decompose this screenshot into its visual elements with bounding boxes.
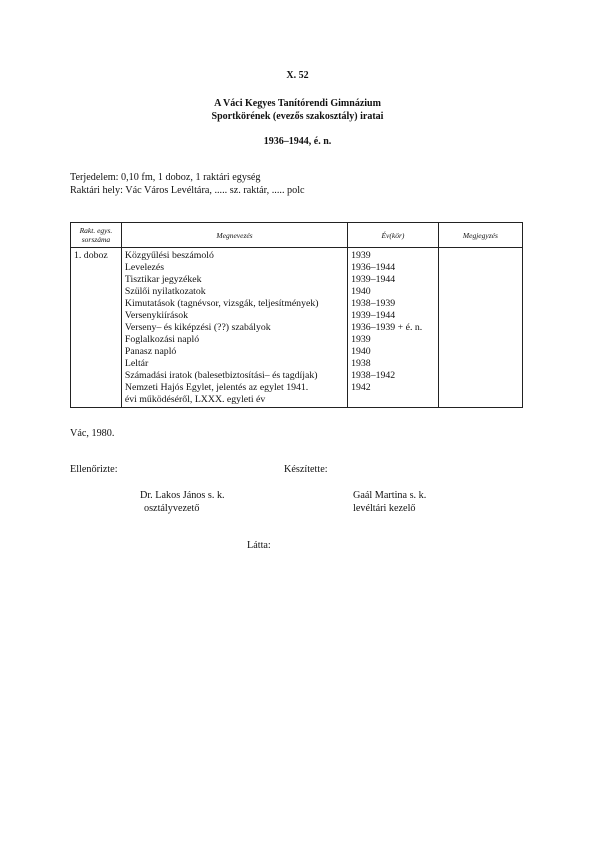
item-year: 1939–1944 [351,274,396,285]
item-title: Leltár [124,358,149,369]
item-year: 1940 [351,346,371,357]
item-title: Tisztikar jegyzékek [124,274,202,285]
preparer-name: Gaál Martina s. k. [353,490,427,501]
box-number: 1. doboz [74,250,108,261]
checker-title: osztályvezető [144,503,200,514]
item-title: Versenykiírások [124,310,189,321]
item-title: Verseny– és kiképzési (??) szabályok [124,322,271,333]
seen-by-label: Látta: [247,540,271,551]
item-title: Nemzeti Hajós Egylet, jelentés az egylet 1941. [124,382,309,393]
document-code: X. 52 [286,70,309,81]
years-cell [348,248,439,408]
item-title: évi működéséről, LXXX. egyleti év [124,394,266,405]
fonds-title-line2: Sportkörének (evezős szakosztály) iratai [211,111,384,122]
header-year: Év(kör) [348,223,439,248]
item-year: 1938 [351,358,371,369]
item-title: Közgyűlési beszámoló [124,250,214,261]
notes-cell [438,248,522,408]
box-number-cell [71,248,122,408]
storage-location: Raktári hely: Vác Város Levéltára, ..... sz. raktár, ..... polc [70,185,305,196]
extent-info: Terjedelem: 0,10 fm, 1 doboz, 1 raktári egység [70,172,261,183]
checked-by-label: Ellenőrizte: [70,464,118,475]
table-row [71,248,523,408]
item-year: 1939–1944 [351,310,396,321]
place-date: Vác, 1980. [70,428,115,439]
prepared-by-label: Készítette: [284,464,328,475]
preparer-signature-block [353,489,426,515]
item-year [351,394,435,406]
item-title: Kimutatások (tagnévsor, vizsgák, teljesítmények) [124,298,319,309]
item-title: Panasz napló [124,346,177,357]
item-title: Levelezés [124,262,165,273]
item-title: Foglalkozási napló [124,334,200,345]
fonds-dates: 1936–1944, é. n. [263,136,332,147]
item-title: Szülői nyilatkozatok [124,286,206,297]
item-year: 1938–1942 [351,370,396,381]
item-title: Számadási iratok (balesetbiztosítási– és tagdíjak) [124,370,318,381]
item-year: 1936–1939 + é. n. [351,322,423,333]
fonds-title-line1: A Váci Kegyes Tanítórendi Gimnázium [214,98,381,109]
item-year: 1939 [351,250,371,261]
header-title: Megnevezés [121,223,347,248]
inventory-table [70,222,523,408]
header-box-number: Rakt. egys. sorszáma [71,223,122,248]
checker-signature-block [140,489,225,515]
preparer-title: levéltári kezelő [353,503,416,514]
item-year: 1938–1939 [351,298,396,309]
checker-name: Dr. Lakos János s. k. [140,490,225,501]
header-notes: Megjegyzés [438,223,522,248]
item-year: 1936–1944 [351,262,396,273]
item-year: 1939 [351,334,371,345]
titles-cell [121,248,347,408]
item-year: 1940 [351,286,371,297]
table-header-row [71,223,523,248]
item-year: 1942 [351,382,371,393]
